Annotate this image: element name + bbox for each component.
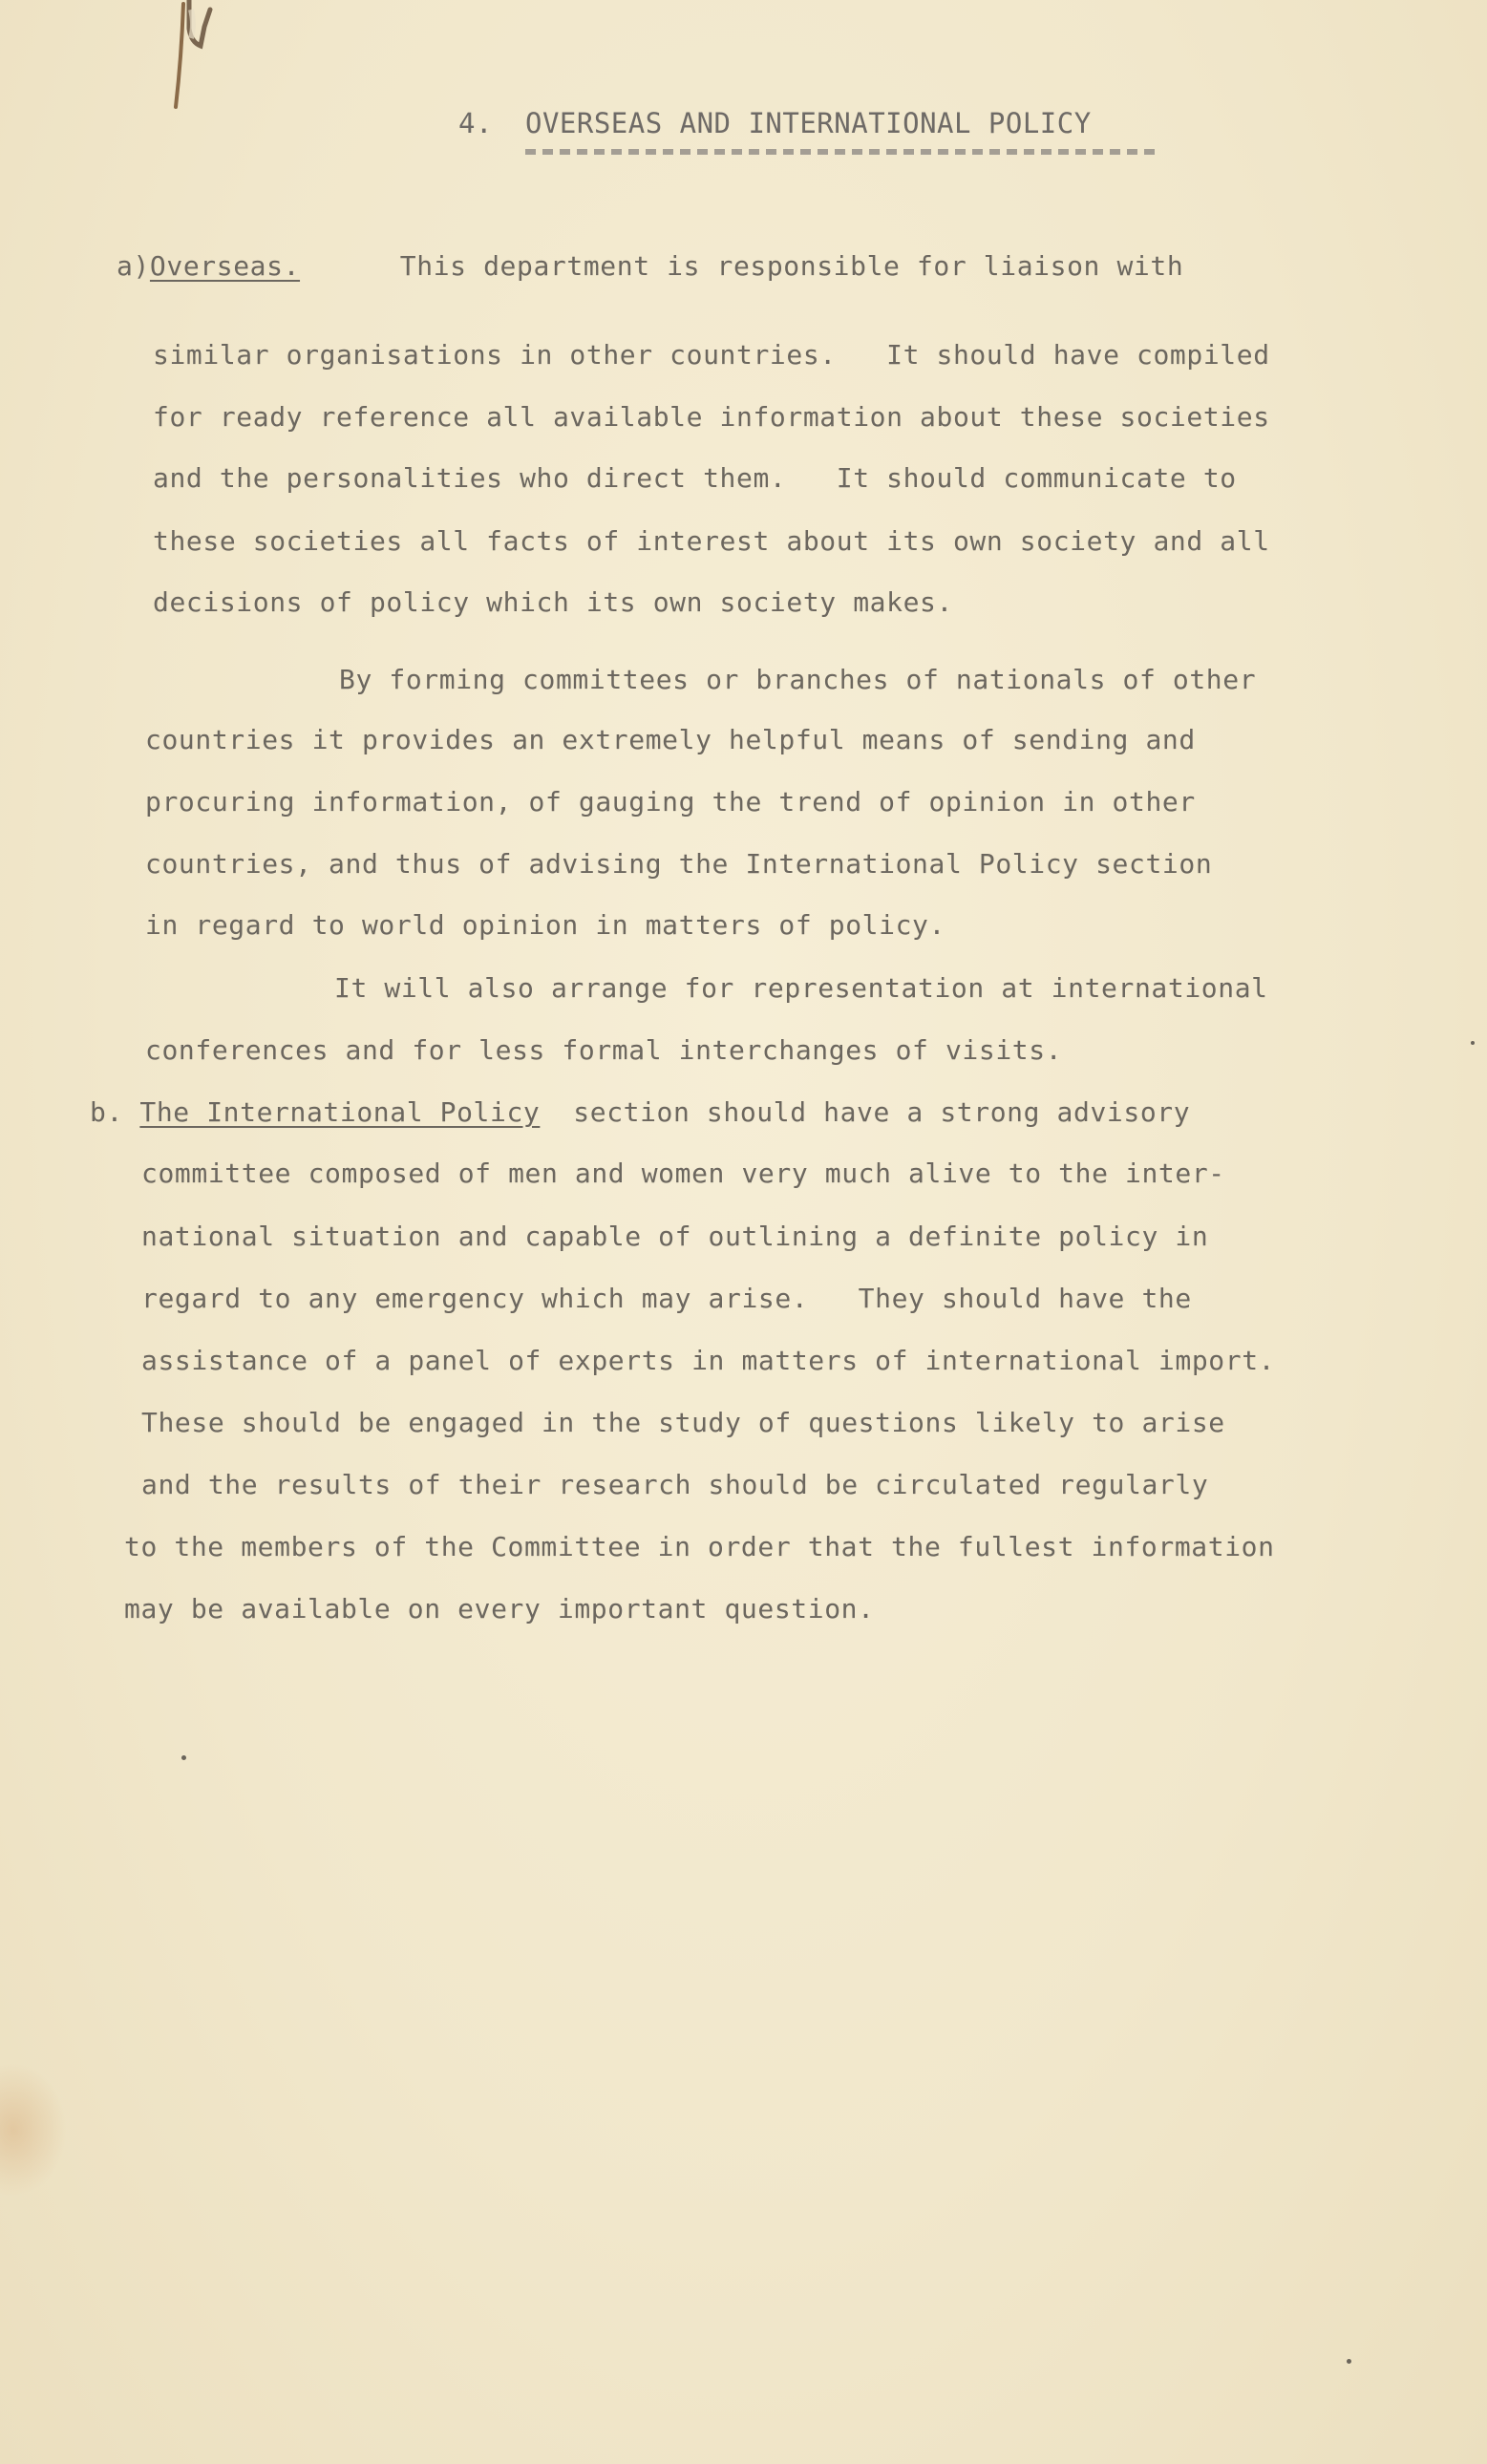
heading-number: 4. bbox=[458, 107, 493, 139]
body-line: conferences and for less formal interchanges of visits. bbox=[145, 1034, 1063, 1066]
paper-stain bbox=[0, 2063, 67, 2197]
body-line: and the personalities who direct them. It should communicate to bbox=[153, 462, 1237, 494]
body-line: regard to any emergency which may arise. They should have the bbox=[141, 1283, 1192, 1314]
body-line: These should be engaged in the study of questions likely to arise bbox=[141, 1407, 1225, 1438]
heading-title: OVERSEAS AND INTERNATIONAL POLICY bbox=[525, 107, 1092, 139]
ink-speck bbox=[1347, 2359, 1351, 2364]
body-line: a)Overseas. This department is responsible for liaison with bbox=[117, 250, 1184, 282]
body-line: committee composed of men and women very much alive to the inter- bbox=[141, 1158, 1225, 1189]
body-line: b. The International Policy section should have a strong advisory bbox=[90, 1096, 1191, 1128]
body-line: similar organisations in other countries. It should have compiled bbox=[153, 339, 1270, 371]
ink-speck bbox=[181, 1755, 186, 1760]
underlined-subheading: Overseas. bbox=[149, 250, 301, 282]
underlined-subheading: The International Policy bbox=[139, 1096, 541, 1128]
body-line: national situation and capable of outlining a definite policy in bbox=[141, 1221, 1209, 1252]
body-line: and the results of their research should be circulated regularly bbox=[141, 1469, 1209, 1500]
body-line: to the members of the Committee in order that the fullest information bbox=[124, 1531, 1275, 1562]
body-line: It will also arrange for representation at international bbox=[334, 972, 1268, 1004]
body-line: these societies all facts of interest about its own society and all bbox=[153, 525, 1270, 557]
body-line: for ready reference all available information about these societies bbox=[153, 401, 1270, 433]
ink-speck bbox=[1471, 1041, 1475, 1045]
body-line: By forming committees or branches of nationals of other bbox=[339, 664, 1257, 695]
body-line: countries it provides an extremely helpful means of sending and bbox=[145, 724, 1196, 755]
staple-pin-icon bbox=[162, 0, 229, 115]
section-heading bbox=[458, 107, 1184, 139]
body-line: countries, and thus of advising the International Policy section bbox=[145, 848, 1213, 880]
body-line: assistance of a panel of experts in matters of international import. bbox=[141, 1345, 1276, 1376]
body-line: may be available on every important question. bbox=[124, 1593, 875, 1625]
body-line: in regard to world opinion in matters of policy. bbox=[145, 909, 945, 941]
body-line: decisions of policy which its own society makes. bbox=[153, 586, 953, 618]
body-line: procuring information, of gauging the trend of opinion in other bbox=[145, 786, 1196, 818]
heading-dashed-rule bbox=[525, 149, 1156, 155]
